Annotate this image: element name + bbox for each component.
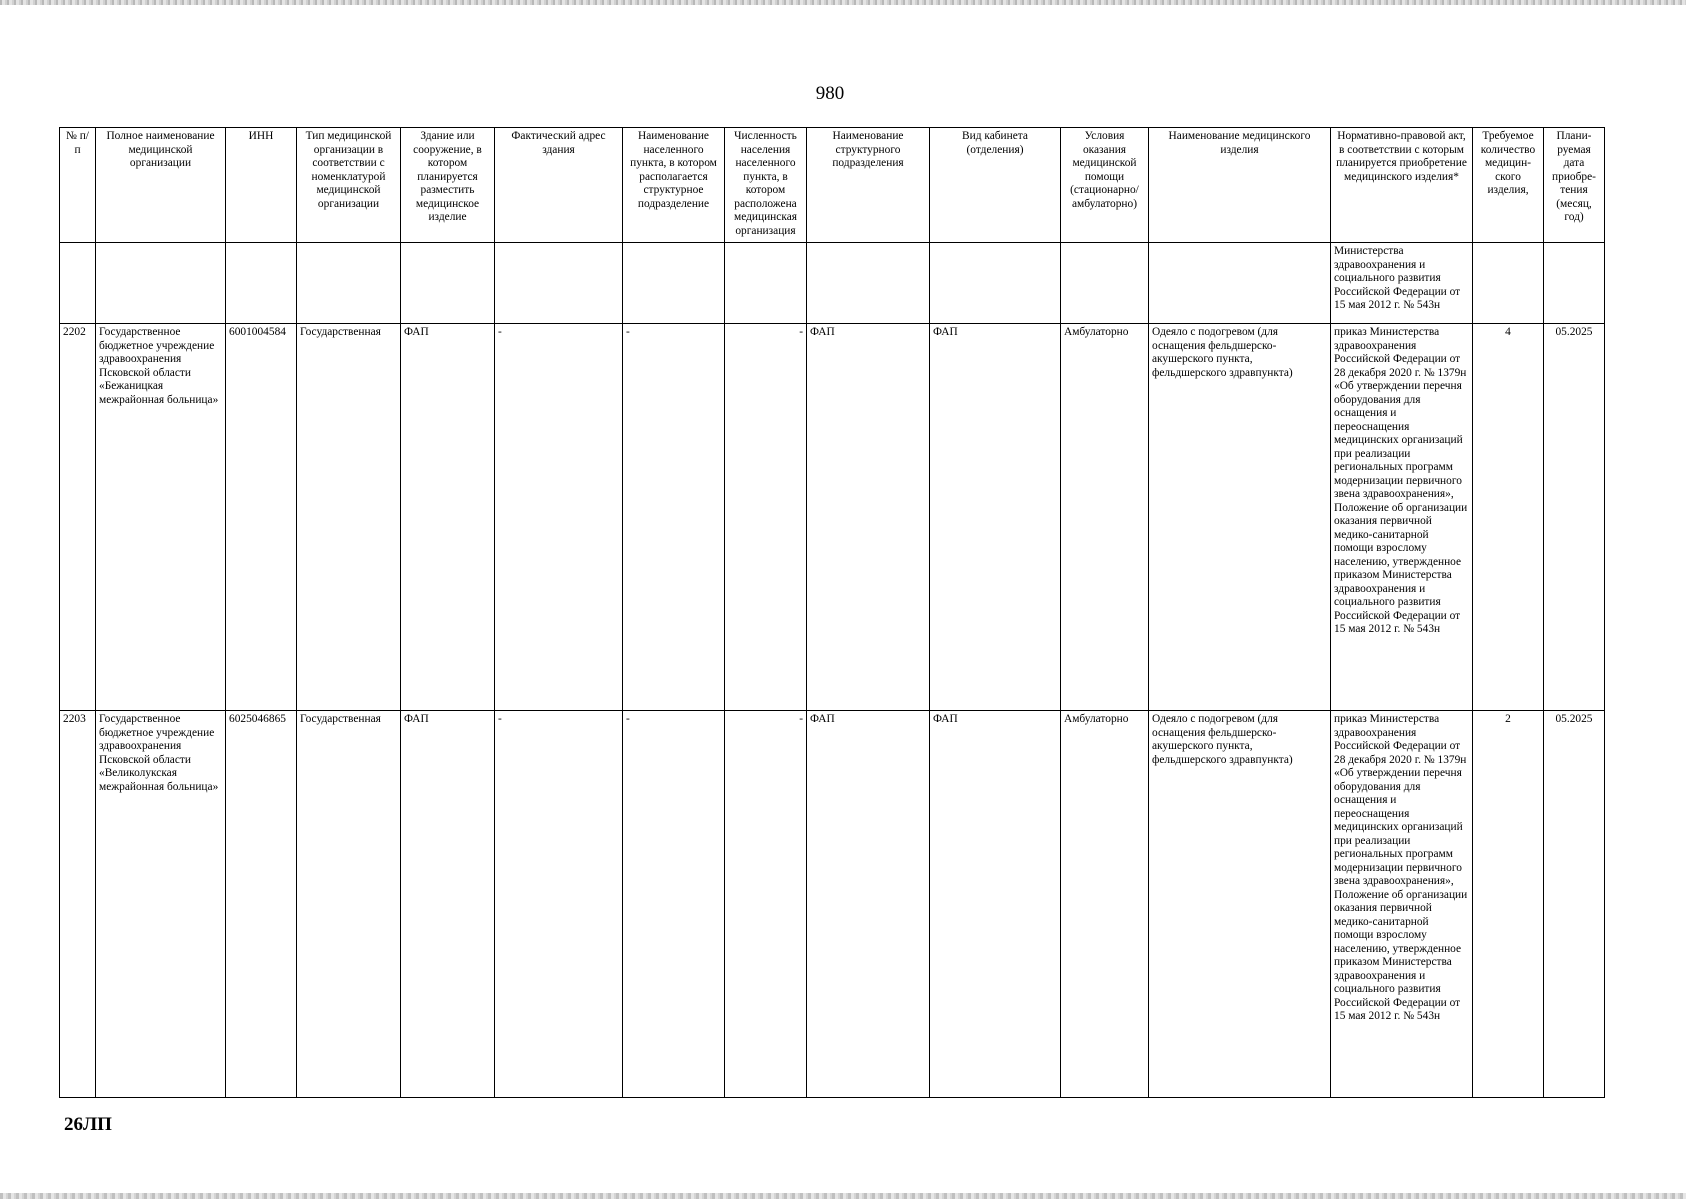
- cell-date: 05.2025: [1544, 324, 1605, 711]
- header-date: Плани-руемая дата приобре-тения (месяц, год): [1544, 128, 1605, 243]
- table-row: [60, 324, 1605, 711]
- equipment-table: [59, 127, 1605, 1098]
- cell-unit: ФАП: [807, 324, 930, 711]
- cell-quantity: 2: [1473, 711, 1544, 1098]
- cell-population: -: [725, 324, 807, 711]
- cell-empty: [1149, 243, 1331, 324]
- cell-empty: [930, 243, 1061, 324]
- header-locality: Наименование населенного пункта, в котором располагается структурное подразделение: [623, 128, 725, 243]
- cell-org: Государственное бюджетное учреждение здравоохранения Псковской области «Великолукская межрайонная больница»: [96, 711, 226, 1098]
- cell-unit: ФАП: [807, 711, 930, 1098]
- scan-edge-bottom: [0, 1193, 1686, 1199]
- cell-empty: [1061, 243, 1149, 324]
- cell-empty: [297, 243, 401, 324]
- cell-inn: 6025046865: [226, 711, 297, 1098]
- cell-cabinet: ФАП: [930, 711, 1061, 1098]
- cell-date: 05.2025: [1544, 711, 1605, 1098]
- header-num: № п/п: [60, 128, 96, 243]
- continuation-row: [60, 243, 1605, 324]
- cell-inn: 6001004584: [226, 324, 297, 711]
- cell-empty: [495, 243, 623, 324]
- header-legal-act: Нормативно-правовой акт, в соответствии с которым планируется приобретение медицинского изделия*: [1331, 128, 1473, 243]
- cell-conditions: Амбулаторно: [1061, 711, 1149, 1098]
- cell-num: 2203: [60, 711, 96, 1098]
- cell-legal-act: приказ Министерства здравоохранения Российской Федерации от 28 декабря 2020 г. № 1379н «Об утверждении перечня оборудования для оснащения и переоснащения медицинских организаций при реализации региональных программ модернизации первичного звена здравоохранения», Положение об организации оказания первичной медико-санитарной помощи взрослому населению, утвержденное приказом Министерства здравоохранения и социального развития Российской Федерации от 15 мая 2012 г. № 543н: [1331, 324, 1473, 711]
- header-building: Здание или сооружение, в котором планируется разместить медицинское изделие: [401, 128, 495, 243]
- page-number: 980: [815, 83, 845, 104]
- cell-empty: [725, 243, 807, 324]
- header-cabinet: Вид кабинета (отделения): [930, 128, 1061, 243]
- header-conditions: Условия оказания медицинской помощи (стационарно/ амбулаторно): [1061, 128, 1149, 243]
- cell-address: -: [495, 711, 623, 1098]
- cell-empty: [1544, 243, 1605, 324]
- cell-locality: -: [623, 711, 725, 1098]
- cell-legal-act: Министерства здравоохранения и социального развития Российской Федерации от 15 мая 2012 г. № 543н: [1331, 243, 1473, 324]
- cell-quantity: 4: [1473, 324, 1544, 711]
- header-row: [60, 128, 1605, 243]
- cell-building: ФАП: [401, 711, 495, 1098]
- header-org: Полное наименование медицинской организации: [96, 128, 226, 243]
- cell-device: Одеяло с подогревом (для оснащения фельдшерско-акушерского пункта, фельдшерского здравпункта): [1149, 711, 1331, 1098]
- cell-legal-act: приказ Министерства здравоохранения Российской Федерации от 28 декабря 2020 г. № 1379н «Об утверждении перечня оборудования для оснащения и переоснащения медицинских организаций при реализации региональных программ модернизации первичного звена здравоохранения», Положение об организации оказания первичной медико-санитарной помощи взрослому населению, утвержденное приказом Министерства здравоохранения и социального развития Российской Федерации от 15 мая 2012 г. № 543н: [1331, 711, 1473, 1098]
- cell-population: -: [725, 711, 807, 1098]
- document-code: 26ЛП: [64, 1114, 112, 1135]
- cell-org: Государственное бюджетное учреждение здравоохранения Псковской области «Бежаницкая межрайонная больница»: [96, 324, 226, 711]
- cell-empty: [1473, 243, 1544, 324]
- cell-cabinet: ФАП: [930, 324, 1061, 711]
- cell-empty: [226, 243, 297, 324]
- cell-empty: [807, 243, 930, 324]
- cell-locality: -: [623, 324, 725, 711]
- table-row: [60, 711, 1605, 1098]
- header-inn: ИНН: [226, 128, 297, 243]
- cell-conditions: Амбулаторно: [1061, 324, 1149, 711]
- cell-building: ФАП: [401, 324, 495, 711]
- cell-empty: [96, 243, 226, 324]
- header-type: Тип медицинской организации в соответствии с номенклатурой медицинской организации: [297, 128, 401, 243]
- cell-address: -: [495, 324, 623, 711]
- header-address: Фактический адрес здания: [495, 128, 623, 243]
- cell-type: Государственная: [297, 711, 401, 1098]
- header-quantity: Требуемое количество медицин-ского изделия,: [1473, 128, 1544, 243]
- cell-empty: [401, 243, 495, 324]
- cell-device: Одеяло с подогревом (для оснащения фельдшерско-акушерского пункта, фельдшерского здравпункта): [1149, 324, 1331, 711]
- header-unit: Наименование структурного подразделения: [807, 128, 930, 243]
- header-device: Наименование медицинского изделия: [1149, 128, 1331, 243]
- cell-type: Государственная: [297, 324, 401, 711]
- cell-num: 2202: [60, 324, 96, 711]
- header-population: Численность населения населенного пункта, в котором расположена медицинская организация: [725, 128, 807, 243]
- scan-edge-top: [0, 0, 1686, 5]
- cell-empty: [60, 243, 96, 324]
- cell-empty: [623, 243, 725, 324]
